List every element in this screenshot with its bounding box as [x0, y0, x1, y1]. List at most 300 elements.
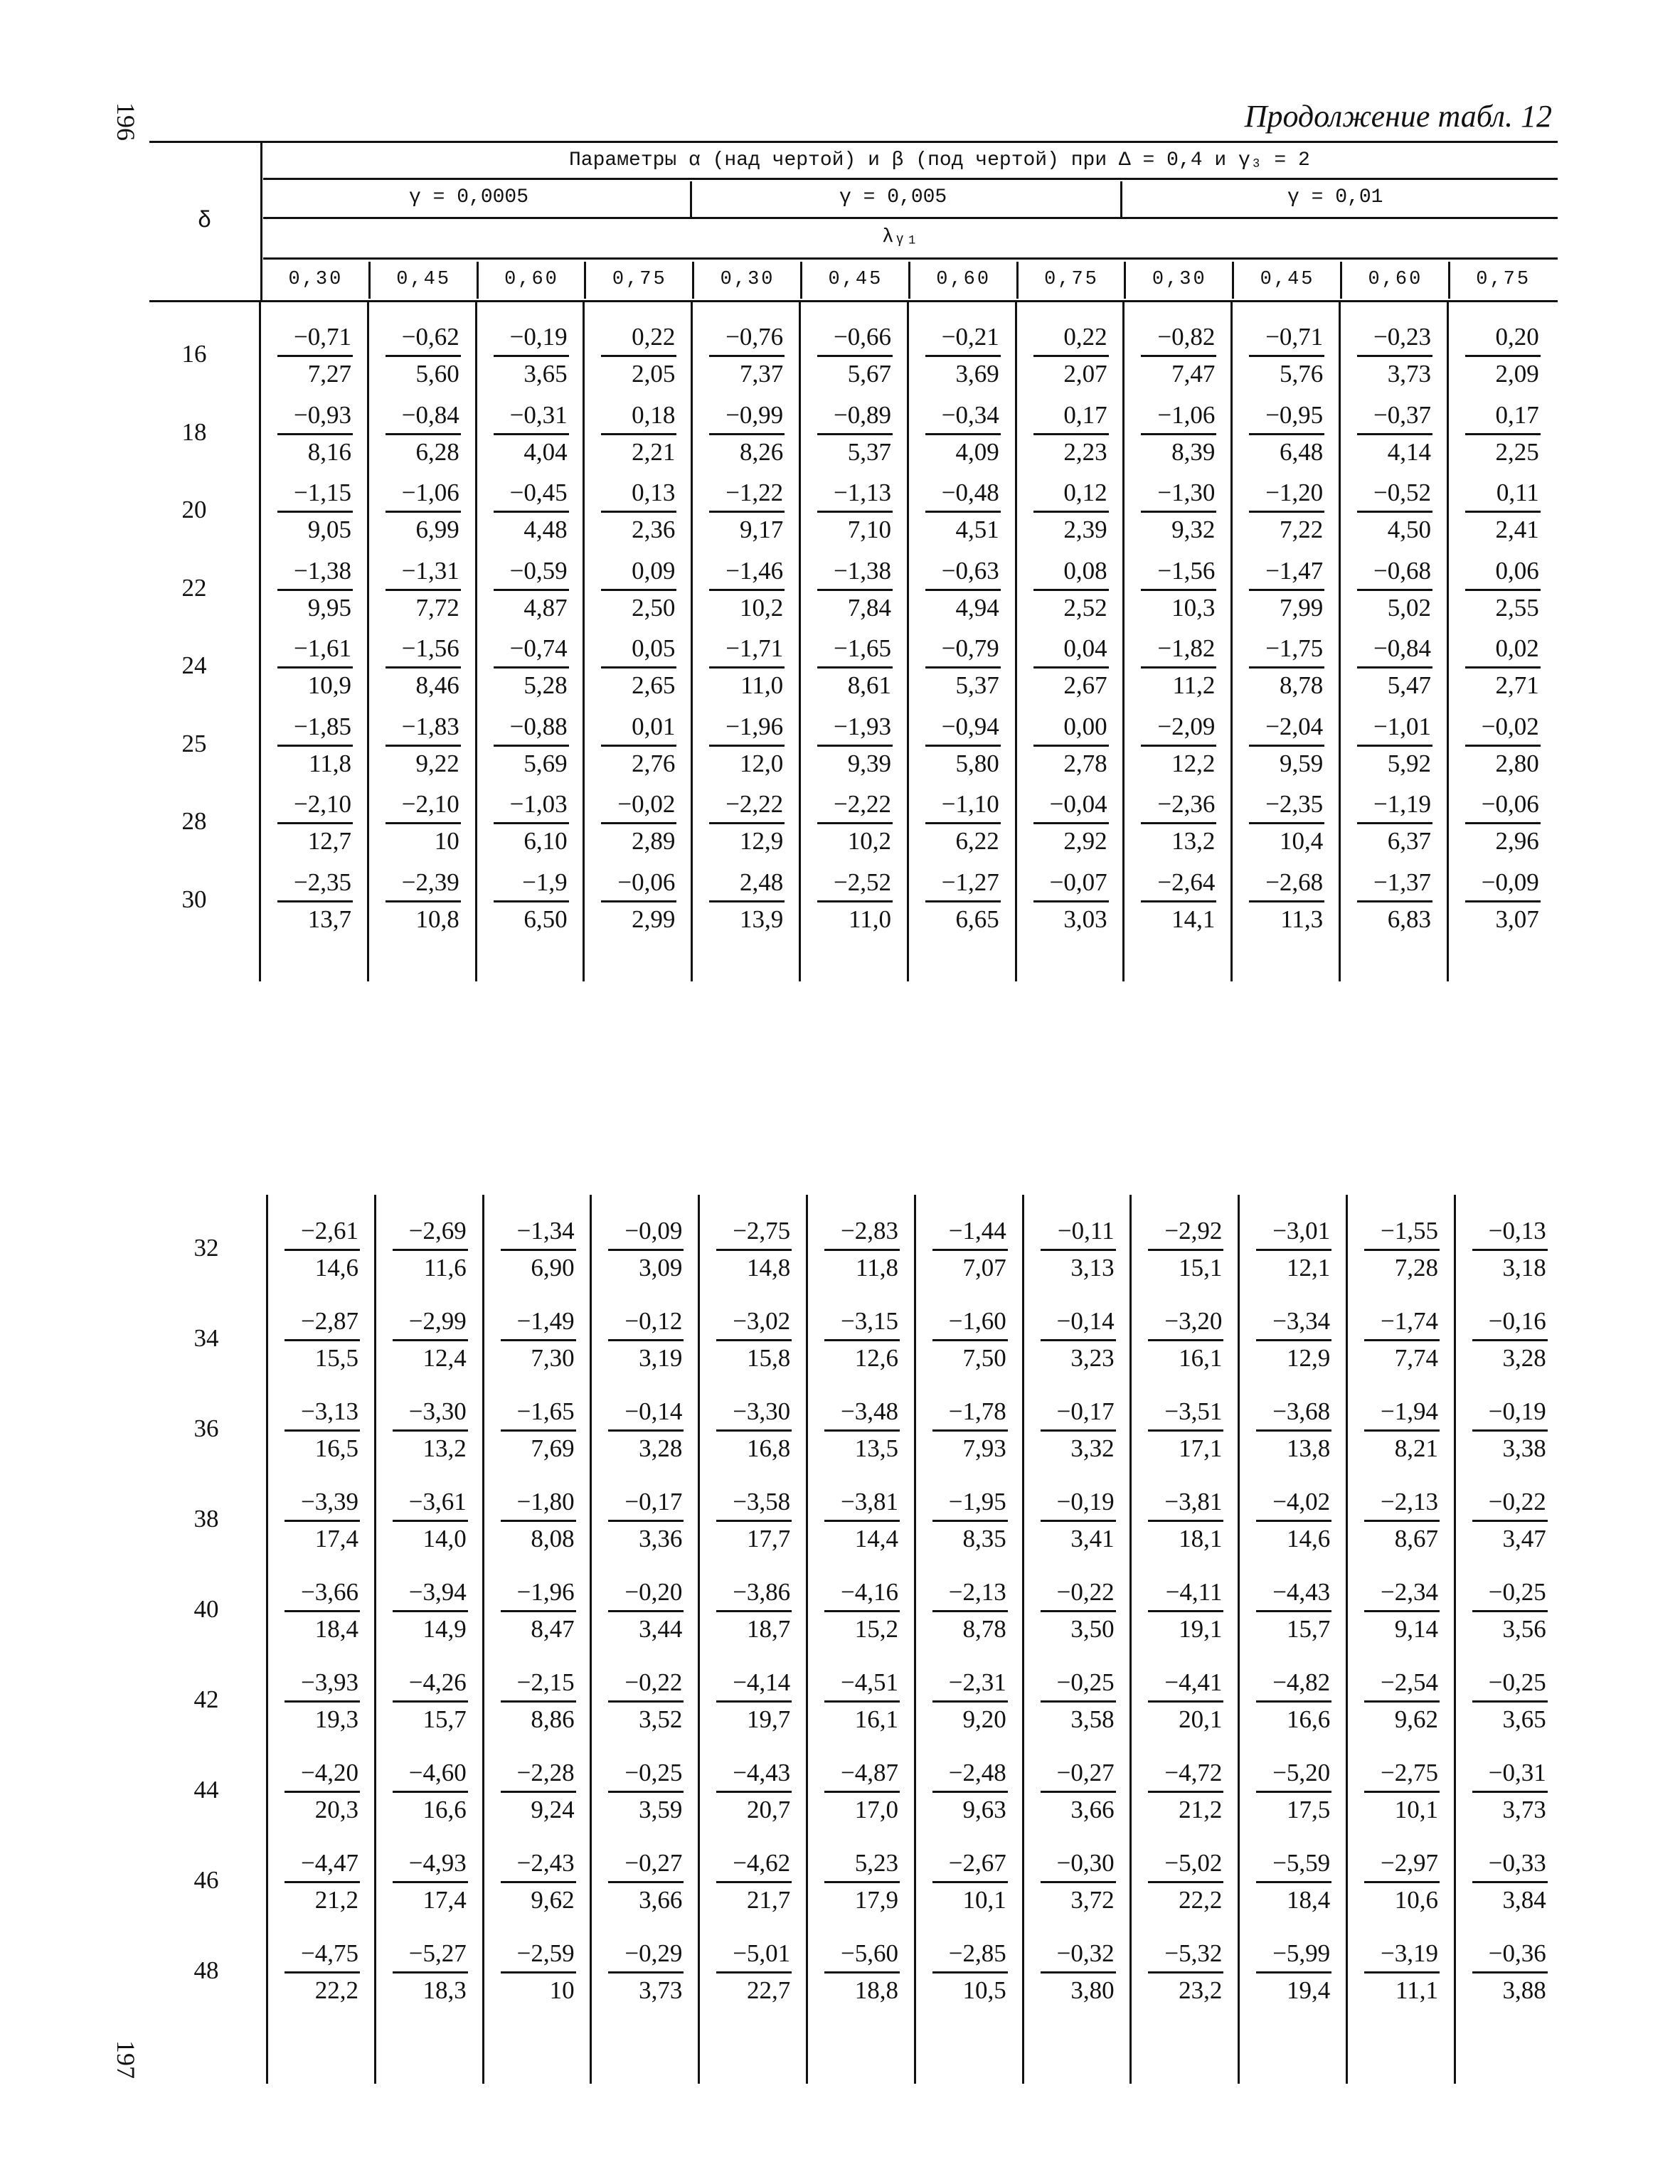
alpha-value: −2,15 — [516, 1668, 575, 1696]
alpha-value: −3,15 — [841, 1307, 898, 1335]
fraction-bar — [1033, 666, 1109, 668]
delta-value: 42 — [193, 1685, 219, 1713]
table-cell — [1018, 630, 1125, 707]
alpha-value: −1,56 — [1157, 556, 1216, 585]
table-cell — [592, 1754, 699, 1831]
fraction-bar — [1148, 1520, 1223, 1522]
beta-value: 7,69 — [531, 1434, 575, 1462]
lambda-separator — [477, 262, 479, 299]
beta-value: 20,1 — [1179, 1705, 1223, 1733]
fraction-bar — [716, 1520, 792, 1522]
table-cell — [917, 1303, 1024, 1380]
table-cell — [262, 786, 368, 863]
beta-value: 4,94 — [955, 593, 999, 622]
beta-value: 6,90 — [531, 1254, 575, 1282]
lambda-separator — [1124, 262, 1126, 299]
fraction-bar — [386, 745, 461, 747]
alpha-value: −2,36 — [1157, 790, 1216, 818]
alpha-value: −4,26 — [408, 1668, 467, 1696]
gamma-divider-2 — [1120, 181, 1122, 217]
table-cell — [269, 1213, 376, 1289]
fraction-bar — [601, 666, 676, 668]
table-cell — [1341, 397, 1448, 474]
delta-value: 22 — [181, 573, 207, 602]
beta-value: 2,52 — [1063, 593, 1107, 622]
alpha-value: 0,00 — [1063, 712, 1107, 740]
beta-value: 5,69 — [523, 749, 568, 777]
fraction-bar — [1041, 1520, 1116, 1522]
alpha-value: −0,84 — [1373, 634, 1431, 662]
beta-value: 12,7 — [307, 827, 351, 855]
column-rule — [266, 1195, 268, 2084]
alpha-value: −1,96 — [516, 1578, 575, 1606]
table-cell — [1132, 1393, 1239, 1470]
fraction-bar — [1041, 1881, 1116, 1883]
beta-value: 7,50 — [962, 1344, 1006, 1372]
table-cell — [809, 1935, 915, 2012]
delta-value: 30 — [181, 885, 207, 913]
alpha-value: 0,18 — [632, 400, 676, 429]
fraction-bar — [1041, 1971, 1116, 1973]
alpha-value: −2,75 — [733, 1217, 791, 1245]
beta-value: 17,4 — [314, 1525, 358, 1552]
alpha-value: −0,95 — [1265, 400, 1324, 429]
fraction-bar — [393, 1881, 468, 1883]
fraction-bar — [386, 900, 461, 902]
lambda-separator — [692, 262, 694, 299]
beta-value: 14,9 — [422, 1615, 467, 1643]
table-cell — [1349, 1574, 1455, 1651]
alpha-value: −0,25 — [1488, 1578, 1546, 1606]
fraction-bar — [277, 900, 353, 902]
beta-value: 6,65 — [955, 905, 999, 933]
alpha-value: −1,31 — [401, 556, 459, 585]
fraction-bar — [1148, 1881, 1223, 1883]
alpha-value: −4,87 — [841, 1759, 898, 1786]
alpha-value: −4,93 — [408, 1849, 467, 1877]
table-cell — [377, 1303, 484, 1380]
table-cell — [269, 1664, 376, 1741]
alpha-value: −4,51 — [841, 1668, 898, 1696]
alpha-value: −0,14 — [624, 1397, 683, 1425]
table-cell — [370, 708, 477, 785]
beta-value: 6,10 — [523, 827, 568, 855]
alpha-value: −1,60 — [948, 1307, 1006, 1335]
beta-value: 6,37 — [1387, 827, 1431, 855]
beta-value: 3,32 — [1070, 1434, 1115, 1462]
table-cell — [693, 319, 800, 395]
fraction-bar — [817, 511, 893, 513]
alpha-value: −0,09 — [624, 1217, 683, 1245]
beta-value: 7,28 — [1394, 1254, 1438, 1282]
table-cell — [1240, 1213, 1347, 1289]
delta-value: 44 — [193, 1776, 219, 1804]
fraction-bar — [608, 1249, 684, 1251]
alpha-value: −0,59 — [509, 556, 568, 585]
alpha-value: −3,30 — [408, 1397, 467, 1425]
alpha-value: −3,93 — [301, 1668, 358, 1696]
beta-value: 4,50 — [1387, 516, 1431, 543]
fraction-bar — [601, 511, 676, 513]
alpha-value: −1,19 — [1373, 790, 1431, 818]
lambda-separator — [908, 262, 910, 299]
beta-value: 7,74 — [1394, 1344, 1438, 1372]
table-cell — [802, 474, 908, 551]
alpha-value: −1,80 — [516, 1488, 575, 1516]
table-cell — [809, 1213, 915, 1289]
delta-value: 16 — [181, 340, 207, 368]
table-cell — [1233, 397, 1340, 474]
alpha-value: −0,25 — [1056, 1668, 1115, 1696]
fraction-bar — [1148, 1429, 1223, 1432]
fraction-bar — [601, 355, 676, 357]
alpha-value: −2,13 — [948, 1578, 1006, 1606]
table-cell — [1233, 864, 1340, 941]
continuation-title: Продолжение табл. 12 — [1244, 99, 1552, 134]
table-cell — [701, 1213, 807, 1289]
beta-value: 10,2 — [847, 827, 891, 855]
beta-value: 7,84 — [847, 593, 891, 622]
table-cell — [585, 397, 692, 474]
table-cell — [485, 1935, 592, 2012]
beta-value: 5,67 — [847, 360, 891, 388]
fraction-bar — [393, 1520, 468, 1522]
beta-value: 13,7 — [307, 905, 351, 933]
table-cell — [1450, 553, 1556, 629]
table-cell — [1349, 1845, 1455, 1922]
fraction-bar — [1249, 666, 1324, 668]
fraction-bar — [1033, 355, 1109, 357]
delta-value: 48 — [193, 1956, 219, 1984]
table-cell — [1341, 708, 1448, 785]
fraction-bar — [1041, 1249, 1116, 1251]
alpha-value: −0,71 — [1265, 323, 1324, 351]
table-cell — [1240, 1483, 1347, 1560]
beta-value: 5,47 — [1387, 671, 1431, 699]
fraction-bar — [1041, 1429, 1116, 1432]
fraction-bar — [817, 433, 893, 435]
beta-value: 3,03 — [1063, 905, 1107, 933]
alpha-value: −1,46 — [725, 556, 784, 585]
fraction-bar — [393, 1339, 468, 1341]
beta-value: 13,5 — [854, 1434, 898, 1462]
header-top-rule — [149, 141, 1558, 143]
fraction-bar — [1141, 666, 1216, 668]
table-cell — [1450, 474, 1556, 551]
alpha-value: −3,20 — [1164, 1307, 1223, 1335]
fraction-bar — [494, 589, 569, 591]
fraction-bar — [608, 1881, 684, 1883]
table-cell — [910, 319, 1016, 395]
alpha-value: −3,66 — [301, 1578, 358, 1606]
fraction-bar — [1148, 1610, 1223, 1612]
alpha-value: −2,99 — [408, 1307, 467, 1335]
lambda-separator — [584, 262, 586, 299]
beta-value: 6,99 — [415, 516, 459, 543]
table-cell — [1132, 1213, 1239, 1289]
beta-value: 10,5 — [962, 1976, 1006, 2004]
beta-value: 15,2 — [854, 1615, 898, 1643]
lambda-separator — [368, 262, 371, 299]
lambda-value: 0,75 — [1476, 269, 1531, 290]
table-cell — [269, 1754, 376, 1831]
fraction-bar — [1472, 1249, 1548, 1251]
fraction-bar — [932, 1610, 1008, 1612]
fraction-bar — [285, 1610, 360, 1612]
table-cell — [1132, 1754, 1239, 1831]
alpha-value: −4,43 — [733, 1759, 791, 1786]
fraction-bar — [1465, 666, 1541, 668]
alpha-value: −1,93 — [834, 712, 891, 740]
table-cell — [1025, 1393, 1132, 1470]
alpha-value: −1,61 — [294, 634, 351, 662]
beta-value: 20,7 — [746, 1796, 791, 1823]
beta-value: 12,9 — [1286, 1344, 1331, 1372]
table-cell — [377, 1845, 484, 1922]
alpha-value: −3,68 — [1272, 1397, 1331, 1425]
fraction-bar — [1364, 1881, 1440, 1883]
beta-value: 3,19 — [639, 1344, 683, 1372]
table-cell — [693, 630, 800, 707]
alpha-value: −5,02 — [1164, 1849, 1223, 1877]
alpha-value: −0,19 — [509, 323, 568, 351]
beta-value: 2,09 — [1495, 360, 1539, 388]
fraction-bar — [925, 822, 1001, 824]
beta-value: 4,51 — [955, 516, 999, 543]
alpha-value: −0,19 — [1488, 1397, 1546, 1425]
table-cell — [1341, 786, 1448, 863]
fraction-bar — [386, 822, 461, 824]
alpha-value: −0,27 — [624, 1849, 683, 1877]
fraction-bar — [932, 1429, 1008, 1432]
fraction-bar — [277, 511, 353, 513]
table-cell — [585, 553, 692, 629]
alpha-value: −4,02 — [1272, 1488, 1331, 1516]
fraction-bar — [494, 433, 569, 435]
table-cell — [1341, 553, 1448, 629]
table-cell — [1450, 397, 1556, 474]
beta-value: 15,5 — [314, 1344, 358, 1372]
alpha-value: −0,88 — [509, 712, 568, 740]
alpha-value: −0,71 — [294, 323, 351, 351]
alpha-value: −3,51 — [1164, 1397, 1223, 1425]
fraction-bar — [608, 1520, 684, 1522]
alpha-value: −4,62 — [733, 1849, 791, 1877]
table-cell — [701, 1393, 807, 1470]
table-cell — [1132, 1483, 1239, 1560]
beta-value: 12,9 — [739, 827, 784, 855]
table-cell — [1457, 1845, 1563, 1922]
fraction-bar — [925, 355, 1001, 357]
alpha-value: −4,11 — [1165, 1578, 1223, 1606]
table-cell — [917, 1664, 1024, 1741]
table-cell — [1349, 1213, 1455, 1289]
alpha-value: −4,20 — [301, 1759, 358, 1786]
table-cell — [1132, 1935, 1239, 2012]
beta-value: 2,76 — [632, 749, 676, 777]
alpha-value: −0,94 — [941, 712, 999, 740]
table-cell — [910, 630, 1016, 707]
beta-value: 8,35 — [962, 1525, 1006, 1552]
beta-value: 9,24 — [531, 1796, 575, 1823]
fraction-bar — [1357, 745, 1432, 747]
table-cell — [1018, 397, 1125, 474]
table-cell — [262, 630, 368, 707]
alpha-value: −2,75 — [1381, 1759, 1438, 1786]
alpha-value: −0,06 — [617, 868, 676, 896]
beta-value: 3,84 — [1502, 1886, 1546, 1914]
fraction-bar — [501, 1791, 576, 1793]
beta-value: 19,3 — [314, 1705, 358, 1733]
fraction-bar — [608, 1700, 684, 1703]
fraction-bar — [716, 1610, 792, 1612]
beta-value: 7,37 — [739, 360, 784, 388]
table-cell — [1125, 630, 1232, 707]
beta-value: 12,4 — [422, 1344, 467, 1372]
beta-value: 16,5 — [314, 1434, 358, 1462]
delta-value: 24 — [181, 651, 207, 679]
fraction-bar — [932, 1339, 1008, 1341]
alpha-value: −2,48 — [948, 1759, 1006, 1786]
beta-value: 18,7 — [746, 1615, 791, 1643]
fraction-bar — [501, 1520, 576, 1522]
fraction-bar — [277, 666, 353, 668]
table-cell — [1233, 474, 1340, 551]
alpha-value: 0,02 — [1495, 634, 1539, 662]
fraction-bar — [824, 1881, 900, 1883]
beta-value: 3,69 — [955, 360, 999, 388]
table-cell — [1025, 1935, 1132, 2012]
table-cell — [1349, 1393, 1455, 1470]
alpha-value: −0,34 — [941, 400, 999, 429]
column-rule — [259, 302, 261, 981]
alpha-value: −4,16 — [841, 1578, 898, 1606]
alpha-value: −0,20 — [624, 1578, 683, 1606]
beta-value: 2,80 — [1495, 749, 1539, 777]
fraction-bar — [494, 822, 569, 824]
alpha-value: −0,25 — [624, 1759, 683, 1786]
fraction-bar — [501, 1700, 576, 1703]
beta-value: 9,95 — [307, 593, 351, 622]
table-cell — [1025, 1574, 1132, 1651]
beta-value: 4,87 — [523, 593, 568, 622]
table-cell — [592, 1393, 699, 1470]
table-cell — [1025, 1213, 1132, 1289]
alpha-value: −5,27 — [408, 1939, 467, 1967]
table-cell — [1233, 319, 1340, 395]
table-cell — [910, 786, 1016, 863]
beta-value: 18,4 — [1286, 1886, 1331, 1914]
alpha-value: −2,34 — [1381, 1578, 1438, 1606]
alpha-value: −2,67 — [948, 1849, 1006, 1877]
table-cell — [701, 1935, 807, 2012]
beta-value: 2,41 — [1495, 516, 1539, 543]
table-cell — [1125, 319, 1232, 395]
beta-value: 3,13 — [1070, 1254, 1115, 1282]
table-cell — [1341, 630, 1448, 707]
table-cell — [269, 1393, 376, 1470]
beta-value: 8,78 — [1279, 671, 1324, 699]
fraction-bar — [1357, 355, 1432, 357]
alpha-value: −5,60 — [841, 1939, 898, 1967]
fraction-bar — [386, 589, 461, 591]
table-cell — [377, 1664, 484, 1741]
table-cell — [1125, 397, 1232, 474]
alpha-value: −0,79 — [941, 634, 999, 662]
alpha-value: −0,04 — [1049, 790, 1107, 818]
fraction-bar — [1033, 589, 1109, 591]
header-rule-lambda — [263, 257, 1558, 260]
beta-value: 2,78 — [1063, 749, 1107, 777]
table-cell — [809, 1574, 915, 1651]
beta-value: 3,47 — [1502, 1525, 1546, 1552]
alpha-value: −1,95 — [948, 1488, 1006, 1516]
fraction-bar — [494, 355, 569, 357]
fraction-bar — [1249, 589, 1324, 591]
fraction-bar — [1141, 433, 1216, 435]
fraction-bar — [501, 1249, 576, 1251]
fraction-bar — [817, 900, 893, 902]
alpha-value: −3,81 — [841, 1488, 898, 1516]
table-cell — [809, 1664, 915, 1741]
alpha-value: −0,62 — [401, 323, 459, 351]
table-cell — [377, 1574, 484, 1651]
fraction-bar — [824, 1339, 900, 1341]
alpha-value: 0,09 — [632, 556, 676, 585]
beta-value: 8,46 — [415, 671, 459, 699]
alpha-value: −1,38 — [294, 556, 351, 585]
table-cell — [1457, 1213, 1563, 1289]
alpha-value: −3,86 — [733, 1578, 791, 1606]
fraction-bar — [494, 666, 569, 668]
alpha-value: −0,29 — [624, 1939, 683, 1967]
alpha-value: −2,59 — [516, 1939, 575, 1967]
fraction-bar — [709, 589, 785, 591]
table-cell — [1457, 1393, 1563, 1470]
alpha-value: −2,39 — [401, 868, 459, 896]
beta-value: 19,7 — [746, 1705, 791, 1733]
fraction-bar — [1357, 589, 1432, 591]
fraction-bar — [709, 355, 785, 357]
alpha-value: −0,17 — [1056, 1397, 1115, 1425]
table-cell — [701, 1483, 807, 1560]
table-cell — [478, 397, 585, 474]
beta-value: 14,4 — [854, 1525, 898, 1552]
fraction-bar — [285, 1520, 360, 1522]
fraction-bar — [1472, 1881, 1548, 1883]
fraction-bar — [1041, 1700, 1116, 1703]
lambda-label: λᵧ₁ — [882, 226, 918, 248]
alpha-value: −0,31 — [1488, 1759, 1546, 1786]
table-cell — [802, 708, 908, 785]
table-cell — [592, 1664, 699, 1741]
beta-value: 10,9 — [307, 671, 351, 699]
fraction-bar — [1033, 511, 1109, 513]
delta-value: 46 — [193, 1866, 219, 1894]
beta-value: 8,86 — [531, 1705, 575, 1733]
alpha-value: −2,35 — [1265, 790, 1324, 818]
fraction-bar — [1357, 900, 1432, 902]
alpha-value: −0,89 — [834, 400, 891, 429]
fraction-bar — [932, 1881, 1008, 1883]
beta-value: 23,2 — [1179, 1976, 1223, 2004]
alpha-value: −2,85 — [948, 1939, 1006, 1967]
table-cell — [802, 319, 908, 395]
beta-value: 8,39 — [1171, 437, 1216, 466]
table-cell — [1132, 1303, 1239, 1380]
beta-value: 9,63 — [962, 1796, 1006, 1823]
fraction-bar — [817, 589, 893, 591]
